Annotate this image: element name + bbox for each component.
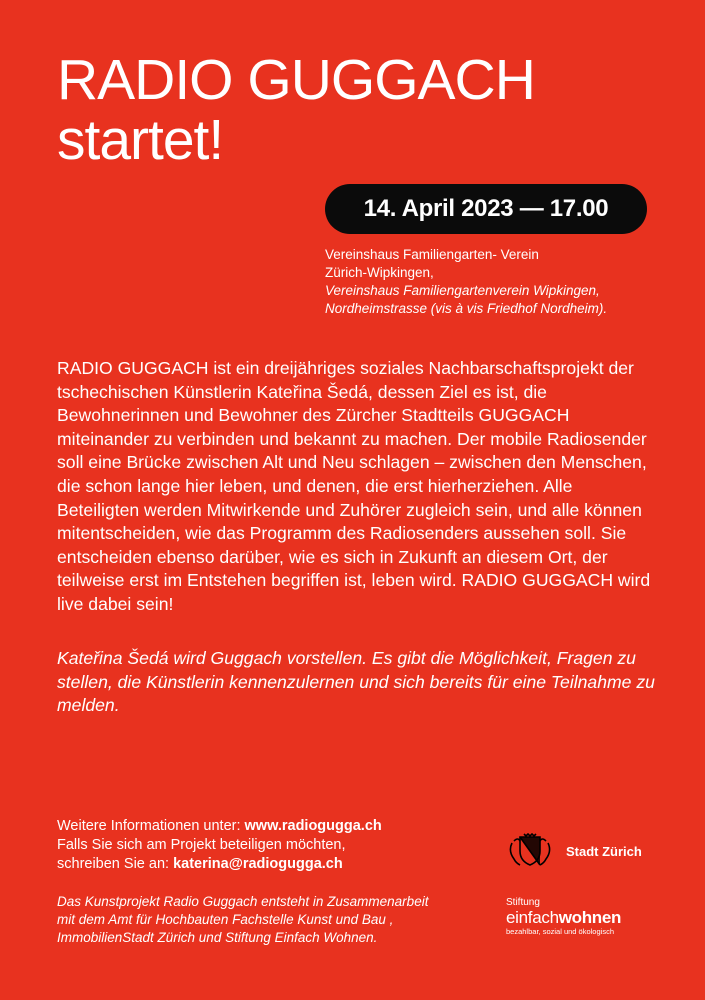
title-line-2: startet! bbox=[57, 108, 224, 172]
brand-part-wohnen: wohnen bbox=[558, 908, 622, 927]
more-info-line bbox=[57, 817, 477, 836]
page-title bbox=[57, 50, 535, 170]
venue-line-3: Vereinshaus Familiengartenverein Wipkingen, bbox=[325, 283, 600, 298]
project-description: RADIO GUGGACH ist ein dreijähriges soziales Nachbarschaftsprojekt der tschechischen Künstlerin Kateřina Šedá, dessen Ziel es ist, die Bewohnerinnen und Bewohner des Zürcher Stadtteils GUGGACH miteinander zu verbinden und bekannt zu machen. Der mobile Radiosender soll eine Brücke zwischen Alt und Neu schlagen – zwischen den Menschen, die schon lange hier leben, und denen, die erst hierherziehen. Alle Beteiligten werden Mitwirkende und Zuhörer zugleich sein, und alle können mitentscheiden, wie das Programm des Radiosenders aussehen soll. Sie entscheiden ebenso darüber, wie es sich in Zukunft an diesem Ort, der teilweise erst im Entstehen begriffen ist, leben wird. RADIO GUGGACH wird live dabei sein! bbox=[57, 358, 651, 614]
more-info-label: Weitere Informationen unter: bbox=[57, 818, 245, 834]
contact-info bbox=[57, 817, 477, 874]
stadt-zuerich-label: Stadt Zürich bbox=[566, 843, 642, 859]
brand-part-einfach: einfach bbox=[506, 908, 559, 927]
participate-line-2 bbox=[57, 855, 477, 874]
stiftung-einfach-wohnen-logo bbox=[506, 897, 621, 936]
credits bbox=[57, 893, 497, 947]
participate-line-1: Falls Sie sich am Projekt beteiligen möchten, bbox=[57, 837, 346, 853]
stiftung-tagline: bezahlbar, sozial und ökologisch bbox=[506, 927, 614, 936]
stiftung-brand bbox=[506, 908, 621, 927]
venue-line-1: Vereinshaus Familiengarten- Verein bbox=[325, 247, 539, 262]
venue-line-4: Nordheimstrasse (vis à vis Friedhof Nordheim). bbox=[325, 301, 608, 316]
title-line-1: RADIO GUGGACH bbox=[57, 48, 535, 112]
venue-info bbox=[325, 246, 665, 318]
write-to-label: schreiben Sie an: bbox=[57, 856, 174, 872]
credits-line-2: mit dem Amt für Hochbauten Fachstelle Kunst und Bau , bbox=[57, 912, 394, 927]
stiftung-label: Stiftung bbox=[506, 897, 540, 908]
website-link[interactable]: www.radiogugga.ch bbox=[244, 818, 382, 834]
credits-line-3: ImmobilienStadt Zürich und Stiftung Einfach Wohnen. bbox=[57, 930, 378, 945]
venue-line-2: Zürich-Wipkingen, bbox=[325, 265, 434, 280]
email-link[interactable]: katerina@radiogugga.ch bbox=[173, 856, 343, 872]
artist-introduction: Kateřina Šedá wird Guggach vorstellen. Es gibt die Möglichkeit, Fragen zu stellen, die Künstlerin kennenzulernen und sich bereits für eine Teilnahme zu melden. bbox=[57, 648, 655, 716]
zurich-coat-of-arms-icon bbox=[506, 833, 554, 869]
stadt-zuerich-logo bbox=[506, 833, 642, 869]
credits-line-1: Das Kunstprojekt Radio Guggach entsteht in Zusammenarbeit bbox=[57, 894, 429, 909]
event-date-badge: 14. April 2023 — 17.00 bbox=[325, 184, 647, 234]
